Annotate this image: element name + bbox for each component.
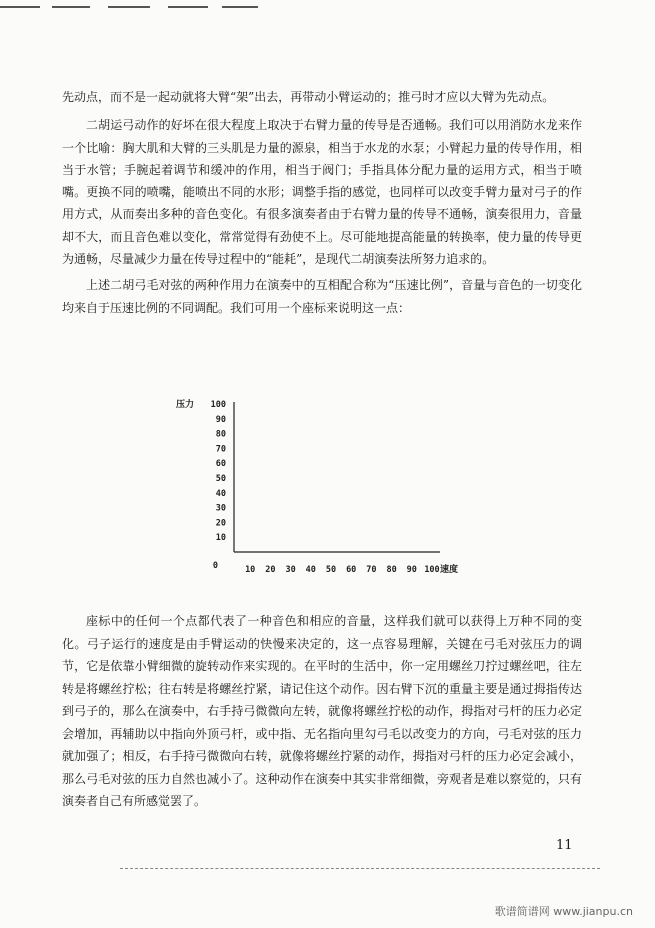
x-tick-label: 100 bbox=[424, 565, 440, 575]
y-tick-label: 100 bbox=[210, 400, 226, 410]
y-axis-label: 压力 bbox=[176, 400, 195, 410]
y-tick-label: 30 bbox=[215, 503, 226, 514]
top-edge-marks bbox=[0, 0, 655, 14]
pressure-speed-chart bbox=[168, 390, 468, 582]
body-text-bottom bbox=[62, 610, 582, 813]
page-number: 11 bbox=[556, 838, 573, 853]
x-tick-label: 20 bbox=[265, 565, 276, 575]
paragraph-2: 二胡运弓动作的好坏在很大程度上取决于右臂力量的传导是否通畅。我们可以用消防水龙来作一个比喻：胸大肌和大臂的三头肌是力量的源泉，相当于水龙的水泵；小臂起力量的传导作用，相当于水管；手腕起着调节和缓冲的作用，相当于阀门；手指具体分配力量的运用方式，相当于喷嘴。更换不同的喷嘴，能喷出不同的水形；调整手指的感觉，也同样可以改变手臂力量对弓子的作用方式，从而奏出多种的音色变化。有很多演奏者由于右臂力量的传导不通畅，演奏很用力，音量却不大，而且音色难以变化，常常觉得有劲使不上。尽可能地提高能量的转换率，使力量的传导更为通畅，尽量减少力量在传导过程中的“能耗”，是现代二胡演奏法所努力追求的。 bbox=[62, 118, 582, 267]
x-tick-label: 60 bbox=[346, 565, 357, 575]
site-watermark: 歌谱简谱网 www.jianpu.cn bbox=[494, 905, 633, 918]
y-tick-label: 10 bbox=[215, 533, 226, 544]
x-tick-label: 30 bbox=[285, 565, 296, 575]
paragraph-4: 座标中的任何一个点都代表了一种音色和相应的音量，这样我们就可以获得上万种不同的变化。弓子运行的速度是由手臂运动的快慢来决定的，这一点容易理解，关键在弓毛对弦压力的调节，它是依靠小臂细微的旋转动作来实现的。在平时的生活中，你一定用螺丝刀拧过螺丝吧，往左转是将螺丝拧松；往右转是将螺丝拧紧，请记住这个动作。因右臂下沉的重量主要是通过拇指传达到弓子的，那么在演奏中，右手持弓微微向左转，就像将螺丝拧松的动作，拇指对弓杆的压力必定会增加，再辅助以中指向外顶弓杆，或中指、无名指向里勾弓毛以改变力的方向，弓毛对弦的压力就加强了；相反，右手持弓微微向右转，就像将螺丝拧紧的动作，拇指对弓杆的压力必定会减小，那么弓毛对弦的压力自然也减小了。这种动作在演奏中其实非常细微，旁观者是难以察觉的，只有演奏者自己有所感觉罢了。 bbox=[62, 614, 582, 808]
paragraph-1: 先动点，而不是一起动就将大臂“架”出去，再带动小臂运动的；推弓时才应以大臂为先动点。 bbox=[62, 90, 555, 104]
y-tick-label: 60 bbox=[215, 459, 226, 470]
y-tick-label: 40 bbox=[215, 488, 226, 499]
origin-label: 0 bbox=[212, 561, 218, 571]
x-tick-label: 70 bbox=[366, 565, 377, 575]
x-axis-label: 速度 bbox=[440, 565, 459, 575]
y-tick-label: 80 bbox=[215, 429, 226, 440]
y-tick-label: 50 bbox=[215, 474, 226, 484]
y-tick-label: 90 bbox=[215, 414, 226, 425]
y-tick-label: 70 bbox=[215, 444, 226, 455]
x-tick-label: 80 bbox=[386, 565, 397, 575]
x-tick-label: 50 bbox=[325, 565, 337, 575]
x-tick-label: 90 bbox=[406, 565, 417, 575]
paragraph-3: 上述二胡弓毛对弦的两种作用力在演奏中的互相配合称为“压速比例”，音量与音色的一切变化均来自于压速比例的不同调配。我们可用一个座标来说明这一点： bbox=[62, 278, 582, 315]
x-tick-label: 10 bbox=[245, 565, 256, 575]
body-text-top bbox=[62, 86, 582, 319]
x-tick-label: 40 bbox=[305, 565, 316, 575]
bottom-dashed-line bbox=[120, 868, 600, 869]
chart-svg bbox=[168, 390, 468, 582]
y-tick-label: 20 bbox=[215, 518, 226, 529]
